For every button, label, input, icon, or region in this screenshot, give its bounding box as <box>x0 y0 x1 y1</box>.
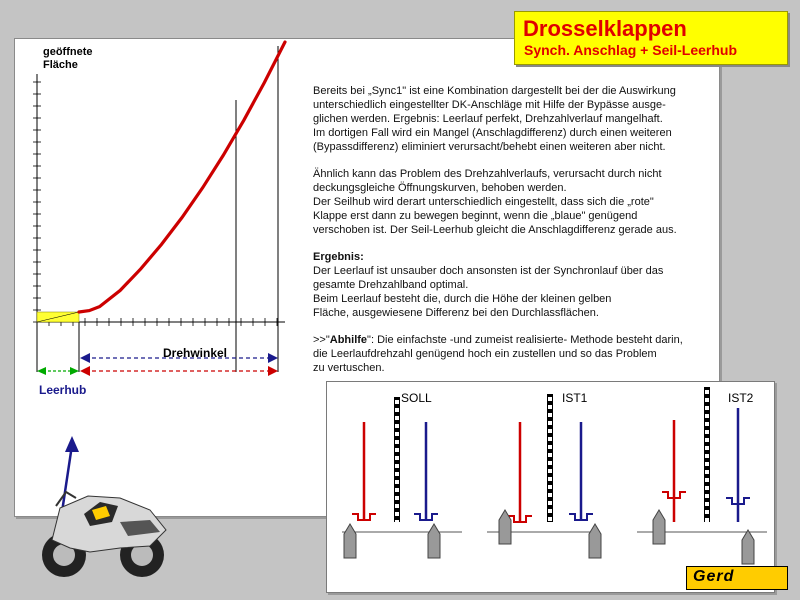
pole-segment <box>548 445 552 449</box>
pole-segment <box>548 469 552 473</box>
pole-segment <box>395 416 399 420</box>
abhilfe-prefix: >>" <box>313 334 330 346</box>
abhilfe-text: ": Die einfachste -und zumeist realisierte- Methode besteht darin, die Leerlaufdrehzahl genügend hoch ein zustellen und so das Problem zu vertuschen. <box>313 334 683 374</box>
pole-segment <box>395 472 399 476</box>
red-arrow-right-head <box>268 366 278 376</box>
pole-segment <box>548 413 552 417</box>
pole-segment <box>548 453 552 457</box>
pole-segment <box>705 398 709 402</box>
pole-segment <box>548 397 552 401</box>
y-axis-label: geöffnete Fläche <box>43 46 93 71</box>
pole-segment <box>395 408 399 412</box>
pole-segment <box>705 518 709 522</box>
pole-segment <box>705 486 709 490</box>
pole-segment <box>548 493 552 497</box>
label-soll: SOLL <box>401 391 432 405</box>
pole-segment <box>705 494 709 498</box>
paragraph-ergebnis <box>313 250 713 320</box>
opening-curve-line <box>79 42 285 312</box>
pole-segment <box>705 430 709 434</box>
gerd-logo <box>686 566 788 590</box>
paragraph-sync1: Bereits bei „Sync1" ist eine Kombination dargestellt bei der die Auswirkung unterschiedlich eingestellter DK-Anschläge mit Hilfe der Bypässe ausge- glichen werden. Ergebnis: Leerlauf perfekt, Drehzahlverlauf mangelhaft. Im dortigen Fall wird ein Mangel (Anschlagdifferenz) durch einen weiteren (Bypassdifferenz) eliminiert verursacht/behebt einen weiteren aber nicht. <box>313 85 676 153</box>
pole-segment <box>705 470 709 474</box>
pole-segment <box>705 422 709 426</box>
pole-segment <box>705 510 709 514</box>
paragraph-drehzahlverlauf: Ähnlich kann das Problem des Drehzahlverlaufs, verursacht durch nicht deckungsgleiche Öffnungskurven, behoben werden. Der Seilhub wird derart unterschiedlich eingestellt, dass sich die „rote" Klappe erst dann zu bewegen beginnt, wenn die „blaue" genügend verschoben ist. Der Seil-Leerhub gleicht die Anschlagdifferenz gerade aus. <box>313 168 677 236</box>
throttle-comparison-inset <box>326 381 775 593</box>
pole-segment <box>548 517 552 521</box>
leerhub-arrow-right-head <box>70 367 79 375</box>
pole-segment <box>548 509 552 513</box>
pole-segment <box>548 477 552 481</box>
pole-segment <box>548 429 552 433</box>
logo-text: Gerd <box>693 568 735 585</box>
pole-segment <box>395 504 399 508</box>
ergebnis-text: Der Leerlauf ist unsauber doch ansonsten ist der Synchronlauf über das gesamte Drehzahlband optimal. Beim Leerlauf besteht die, durch die Höhe der kleinen gelben Fläche, ausgewiesene Differenz bei den Durchlassflächen. <box>313 265 664 319</box>
drehwinkel-arrow-left-head <box>80 353 90 363</box>
pole-segment <box>705 414 709 418</box>
pole-segment <box>395 464 399 468</box>
pole-segment <box>705 454 709 458</box>
pole-segment <box>548 405 552 409</box>
pole-segment <box>548 485 552 489</box>
explanation-text <box>313 84 713 388</box>
pole-segment <box>705 462 709 466</box>
y-axis-ticks <box>33 82 41 322</box>
leerhub-arrow-left-head <box>37 367 46 375</box>
pole-segment <box>705 438 709 442</box>
pole-segment <box>705 446 709 450</box>
pole-segment <box>395 480 399 484</box>
adjust-pin <box>344 524 356 558</box>
ergebnis-heading: Ergebnis: <box>313 251 364 263</box>
pole-segment <box>395 512 399 516</box>
pole-segment <box>395 440 399 444</box>
pole-segment <box>548 461 552 465</box>
pole-segment <box>395 400 399 404</box>
page-subtitle: Synch. Anschlag + Seil-Leerhub <box>524 42 738 58</box>
adjust-pin <box>428 524 440 558</box>
label-ist2: IST2 <box>728 391 754 405</box>
red-arrow-left-head <box>80 366 90 376</box>
x-axis-label: Drehwinkel <box>163 346 228 360</box>
pole-segment <box>395 520 399 524</box>
pole-segment <box>705 478 709 482</box>
motorcycle-illustration <box>42 436 166 577</box>
abhilfe-heading: Abhilfe <box>329 334 368 346</box>
drehwinkel-arrow-right-head <box>268 353 278 363</box>
page-title: Drosselklappen <box>523 16 687 41</box>
throttle-diagrams <box>327 382 774 592</box>
pole-segment <box>395 496 399 500</box>
pole-segment <box>395 456 399 460</box>
pole-segment <box>395 448 399 452</box>
leerhub-label: Leerhub <box>39 383 87 397</box>
pole-segment <box>705 390 709 394</box>
pole-segment <box>395 424 399 428</box>
adjust-pin <box>589 524 601 558</box>
pole-segment <box>548 421 552 425</box>
paragraph-abhilfe <box>313 333 713 375</box>
adjust-pin <box>653 510 665 544</box>
pole-segment <box>705 502 709 506</box>
pole-segment <box>548 437 552 441</box>
label-ist1: IST1 <box>562 391 588 405</box>
pole-segment <box>395 432 399 436</box>
pole-segment <box>395 488 399 492</box>
adjust-pin <box>742 530 754 564</box>
pole-segment <box>705 406 709 410</box>
pole-segment <box>548 501 552 505</box>
